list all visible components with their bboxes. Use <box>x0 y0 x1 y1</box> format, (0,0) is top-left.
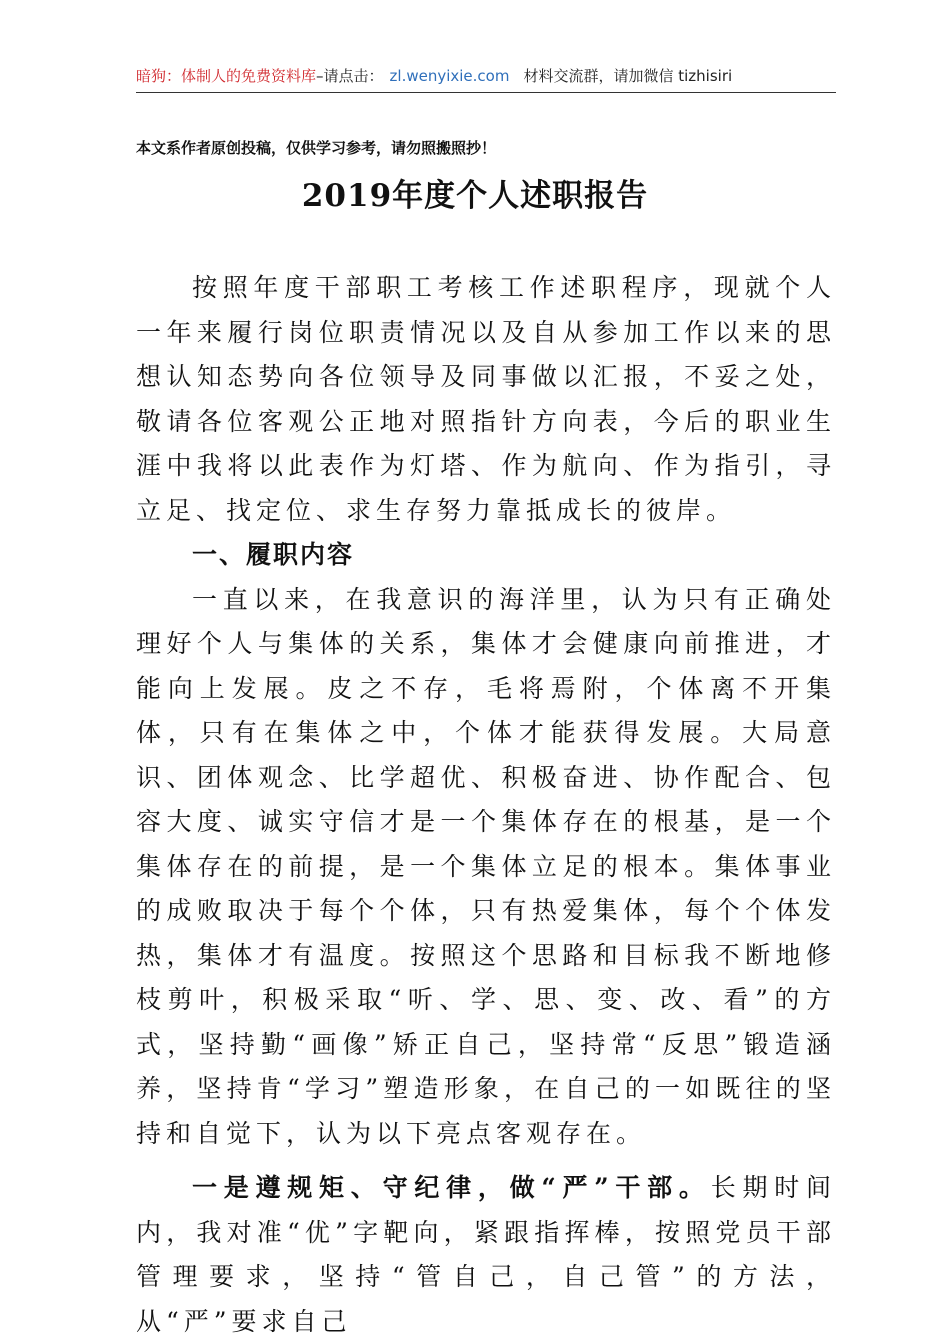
point1-body: 长期时间内，我对准“优”字靶向，紧跟指挥棒，按照党员干部管理要求，坚持“管自己，自己管”的方法，从“严”要求自己 <box>136 1173 836 1336</box>
document-body <box>136 266 836 1344</box>
header-contact: 材料交流群，请加微信 tizhisiri <box>523 67 733 85</box>
header-divider <box>136 92 836 93</box>
disclaimer: 本文系作者原创投稿，仅供学习参考，请勿照搬照抄！ <box>136 139 497 157</box>
header-brand: 暗狗：体制人的免费资料库 <box>136 67 317 85</box>
page-header <box>136 66 836 86</box>
section-heading-1: 一、履职内容 <box>192 540 355 569</box>
intro-paragraph: 按照年度干部职工考核工作述职程序，现就个人一年来履行岗位职责情况以及自从参加工作以来的思想认知态势向各位领导及同事做以汇报，不妥之处，敬请各位客观公正地对照指针方向表，今后的职业生涯中我将以此表作为灯塔、作为航向、作为指引，寻立足、找定位、求生存努力靠抵成长的彼岸。 <box>136 273 836 525</box>
point1-paragraph <box>136 1166 836 1344</box>
section1-paragraph: 一直以来，在我意识的海洋里，认为只有正确处理好个人与集体的关系，集体才会健康向前推进，才能向上发展。皮之不存，毛将焉附，个体离不开集体，只有在集体之中，个体才能获得发展。大局意识、团体观念、比学超优、积极奋进、协作配合、包容大度、诚实守信才是一个集体存在的根基，是一个集体存在的前提，是一个集体立足的根本。集体事业的成败取决于每个个体，只有热爱集体，每个个体发热，集体才有温度。按照这个思路和目标我不断地修枝剪叶，积极采取“听、学、思、变、改、看”的方式，坚持勤“画像”矫正自己，坚持常“反思”锻造涵养，坚持肯“学习”塑造形象，在自己的一如既往的坚持和自觉下，认为以下亮点客观存在。 <box>136 584 836 1148</box>
point1-lead: 一是遵规矩、守纪律，做“严”干部。 <box>192 1173 711 1202</box>
header-url-link[interactable]: zl.wenyixie.com <box>389 67 510 85</box>
document-title: 2019年度个人述职报告 <box>301 178 649 214</box>
header-prompt: –请点击： <box>316 67 384 85</box>
